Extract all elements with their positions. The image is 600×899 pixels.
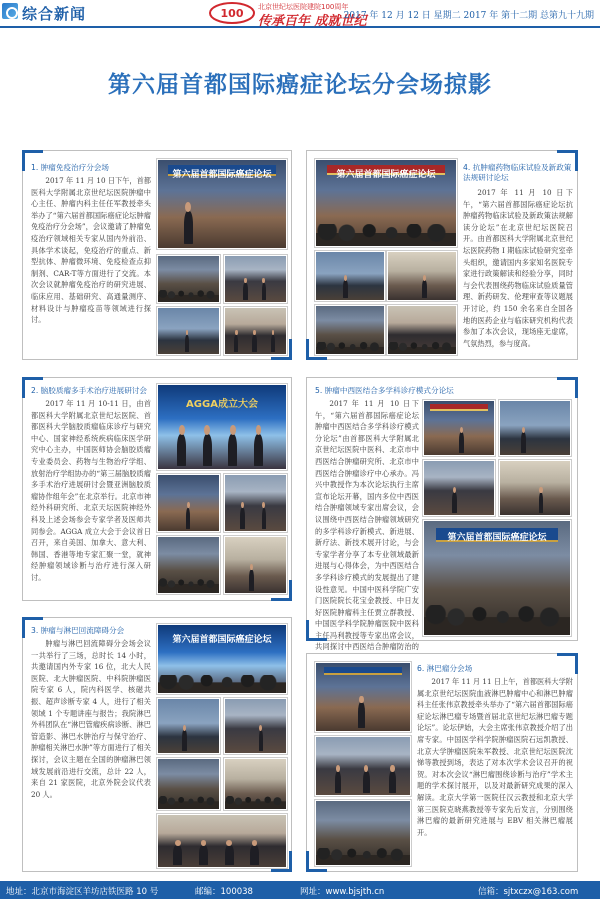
photo-lecturer-2 xyxy=(423,460,495,516)
photo-audience-1 xyxy=(157,758,220,810)
section-glioma xyxy=(22,377,292,601)
photo-screen-text: 第六届首都国际癌症论坛 xyxy=(172,170,272,181)
section-drug-trials xyxy=(306,150,578,360)
section-immunotherapy xyxy=(22,150,292,360)
photo-audience xyxy=(157,536,220,594)
section-body: 2017 年 11 月 10-11 日，由首都医科大学附属北京世纪坛医院、首都医科大学脑胶质瘤临床诊疗与研究中心、国家神经系统疾病临床医学研究中心主办，中国医师协会脑胶质瘤专业委员会、药物与生物治疗学组、放射治疗学组协办的“第三届脑胶质瘤多手术治疗进展研讨会暨亚洲脑胶质瘤协作组年会”在北京举行。北京市神经外科研究所、北京天坛医院神经外科及上述会场参会专家学者及医师共同参会。AGGA 成立大会于会议首日召开，来自美国、加拿大、意大利、韩国、香港等地专家汇聚一堂，就神经肿瘤领域诊断与治疗进行深入研讨。 xyxy=(31,399,151,582)
photo-screen-text: 第六届首都国际癌症论坛 xyxy=(447,533,547,544)
section-heading: 6. 淋巴瘤分会场 xyxy=(417,664,473,673)
section-body: 2017 年 11 月 10 日下午，“第六届首都国际癌症论坛抗肿瘤药物临床试验及新政策法规解读分论坛”在北京世纪坛医院召开。由首都医科大学附属北京世纪坛医院药物 I 期临床试验研究室牵头组织，邀请国内多家知名医院专家进行政策解读和经验分享，同时与会代表围绕药物临床试验质量管理、新药研发、伦理审查等议题展开讨论，约 150 余名来自全国各地的医药企业与临床研究机构代表参加了本次会议，现场座无虚席，气氛热烈，参与度高。 xyxy=(463,188,573,348)
photo-forum-stage xyxy=(315,159,457,247)
photo-speaker-lectern xyxy=(224,698,287,754)
photo-audience-2 xyxy=(224,758,287,810)
svg-text:100: 100 xyxy=(220,7,244,20)
photo-speaker-podium xyxy=(157,698,220,754)
photo-lymphoma-audience xyxy=(315,800,411,866)
photo-person xyxy=(254,434,263,466)
photo-opening-speech xyxy=(423,400,495,456)
photo-speaker-2 xyxy=(387,251,457,301)
photo-discussion xyxy=(224,474,287,532)
footer-website[interactable]: 网址：www.bjsjth.cn xyxy=(300,887,385,897)
section-heading: 2. 脑胶质瘤多手术治疗进展研讨会 xyxy=(31,386,147,395)
photo-person xyxy=(177,434,186,466)
photo-main-hall xyxy=(423,520,571,636)
footer-email[interactable]: 信箱：sjtxczx@163.com xyxy=(478,887,579,897)
page-footer xyxy=(0,881,600,899)
photo-screen-text: 第六届首都国际癌症论坛 xyxy=(336,169,436,180)
page-header xyxy=(0,0,600,28)
section-body: 肿瘤与淋巴回流障碍分会场会议一共举行了三场，总时长 14 小时，共邀请国内外专家 16 位，北大人民医院、北大肿瘤医院、中科院肿瘤医院专家 6 人，院内科医学、核磁共振、超声诊断专家 4 人，进行了相关领域 1 个专题讲座与报告；我院淋巴外科团队在“淋巴管瘤疾病诊断、淋巴管造影、淋巴水肿治疗与保守治疗、肿瘤相关淋巴水肿”等方面进行了相关探讨，会议主题在全国的肿瘤淋巴领域发展前沿进行交流，总计 22 人，来自 21 家医院，北京外院会议代表 20 人。 xyxy=(31,639,151,799)
section-body: 2017 年 11 月 11 日上午，首都医科大学附属北京世纪坛医院血液淋巴肿瘤中心和淋巴肿瘤科主任张伟京教授牵头举办了“第六届首都国际癌症论坛淋巴瘤专场暨首届北京世纪坛淋巴瘤专题论坛”。论坛伊始，大会主席张伟京教授介绍了出席专家。中国医学科学院肿瘤医院石远凯教授、北京大学肿瘤医院朱军教授、北京世纪坛医院沈悌等教授到场，表达了对本次学术会议召开的祝贺。对本次会议“淋巴瘤围绕诊断与治疗”学术主题的学术探讨展开，以及对最新研究成果的深入解读。北京大学第一医院任汉云教授和北京大学第三医院克晓燕教授等专家先后发言，分别围绕淋巴瘤的最新研究进展与 EBV 相关淋巴瘤展开。 xyxy=(417,677,573,837)
section-heading: 1. 肿瘤免疫治疗分会场 xyxy=(31,163,110,172)
centennial-badge-icon xyxy=(208,1,256,25)
photo-screen-text: 第六届首都国际癌症论坛 xyxy=(172,634,272,645)
photo-speaker-1 xyxy=(315,251,385,301)
footer-address: 地址：北京市海淀区羊坊店铁医路 10 号 xyxy=(6,887,159,897)
photo-audience xyxy=(157,255,220,303)
section-brand: 综合新闻 xyxy=(22,5,87,23)
newspaper-logo-icon xyxy=(2,3,18,19)
photo-discussion xyxy=(224,255,287,303)
section-body: 2017 年 11 月 10 日下午，首都医科大学附属北京世纪坛医院肿瘤中心主任、肿瘤内科主任任军教授牵头举办了“第六届首都国际癌症论坛肿瘤免疫治疗分会场”，会议邀请了肿瘤免疫治疗领域相关专家从国内外前沿、具体学术谈起，免疫治疗的重点、新型抗体、肿瘤微环境、免疫检查点抑制剂、CAR-T等方面进行了交流。本次会议就肿瘤免疫治疗的研究进展、临床应用、基础研究、高通量测序、材料设计与肿瘤疫苗等领域进行探讨。 xyxy=(31,176,151,325)
page-title: 第六届首都国际癌症论坛分会场掠影 xyxy=(108,72,492,98)
photo-lecturer xyxy=(157,307,220,355)
photo-screen-text: AGGA成立大会 xyxy=(186,399,258,411)
photo-panel xyxy=(224,307,287,355)
section-lymphoma xyxy=(306,653,578,872)
photo-person xyxy=(203,434,212,466)
photo-lymphoma-speaker xyxy=(315,662,411,732)
photo-presenter xyxy=(224,536,287,594)
anniversary-caption: 北京世纪坛医院建院100周年 xyxy=(258,3,349,11)
photo-conference-screen xyxy=(157,624,287,694)
photo-hall-1 xyxy=(315,305,385,355)
photo-lymphoma-panel xyxy=(315,736,411,796)
section-lymphatic xyxy=(22,617,292,872)
photo-speaker-podium xyxy=(157,159,287,249)
photo-group xyxy=(157,814,287,868)
photo-agga-launch xyxy=(157,384,287,470)
photo-hall-2 xyxy=(387,305,457,355)
anniversary-slogan: 传承百年 成就世纪 xyxy=(258,14,367,29)
photo-lecturer-3 xyxy=(499,460,571,516)
section-heading: 5. 肿瘤中西医结合多学科诊疗模式分论坛 xyxy=(315,386,454,395)
photo-person xyxy=(228,434,237,466)
section-body: 2017 年 11 月 10 日下午，“第六届首都国际癌症论坛肿瘤中西医结合多学科诊疗模式分论坛”由首都医科大学附属北京世纪坛医院中医科、北京市中西医结合肿瘤研究所、北京市中西医结合肿瘤诊疗中心承办。冯兴中教授作为本次论坛执行主席宣布论坛开幕，国内多位中西医结合肿瘤领域专家出席会议，会议围绕中西医结合肿瘤领域研究的多学科诊疗新模式、新进展、新疗法、新技术展开讨论，与会专家学者分享了本专业领域最新进展与心得体会，为中西医结合多学科诊疗模式的发展提出了建设性意见。中国中医科学院广安门医院院长花宝金教授、中日友好医院肿瘤科主任贾立群教授、中国医学科学院肿瘤医院中医科主任冯利教授等专家出席会议，共同探讨中西医结合肿瘤防治的 xyxy=(315,399,419,652)
issue-date: 2017 年 12 月 12 日 星期二 2017 年 第十二期 总第九十九期 xyxy=(343,11,594,21)
photo-lecturer-1 xyxy=(499,400,571,456)
section-heading: 3. 肿瘤与淋巴回流障碍分会 xyxy=(31,626,125,635)
photo-lecture xyxy=(157,474,220,532)
section-heading: 4. 抗肿瘤药物临床试验及新政策法规研讨论坛 xyxy=(463,163,572,182)
photo-person xyxy=(184,211,193,244)
section-tcm-integration xyxy=(306,377,578,652)
footer-postcode: 邮编：100038 xyxy=(195,887,253,897)
